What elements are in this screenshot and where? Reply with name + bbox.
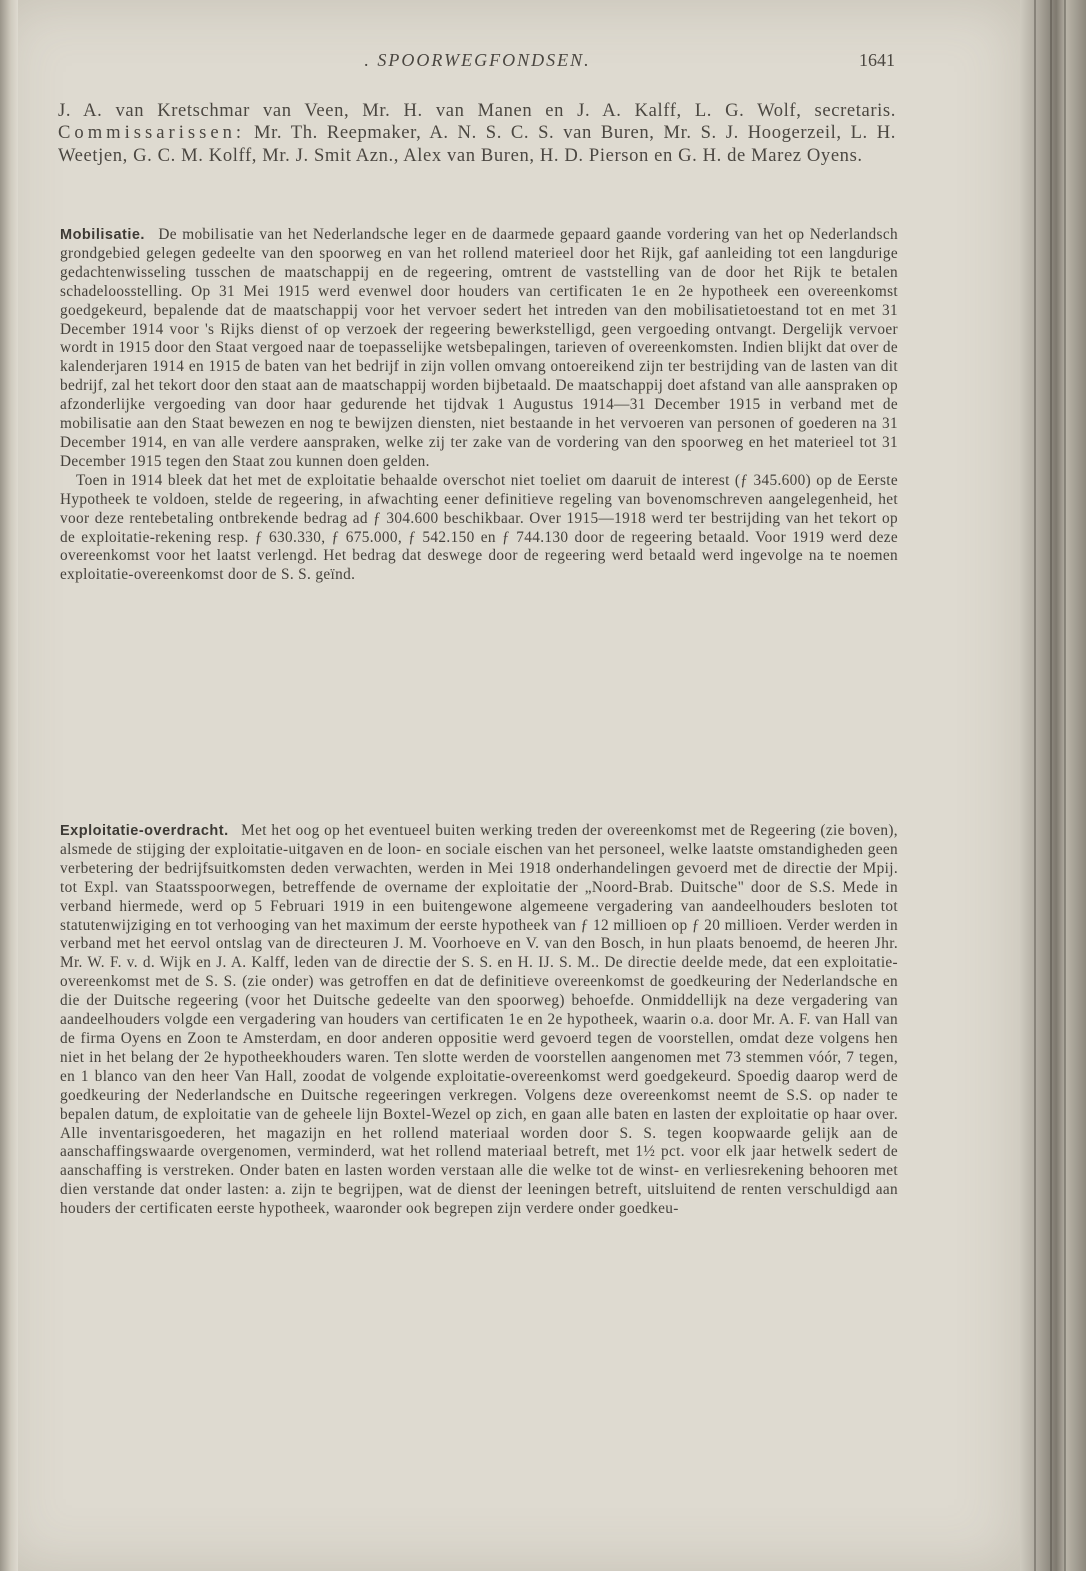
- section-heading: Mobilisatie.: [60, 227, 145, 243]
- page-number: 1641: [859, 50, 895, 70]
- paragraph-text: Toen in 1914 bleek dat het met de exploitatie behaalde overschot niet toeliet om daaruit de interest (ƒ 345.600) op de Eerste Hypotheek te voldoen, stelde de regeering, in afwachting eener definitieve regeling van bovenomschreven aangelegenheid, het voor deze rentebetaling ontbrekende bedrag ad ƒ 304.600 beschikbaar. Over 1915—1918 werd ter bestrijding van het tekort op de exploitatie-rekening resp. ƒ 630.330, ƒ 675.000, ƒ 542.150 en ƒ 744.130 door de regeering betaald. Voor 1919 werd deze overeenkomst voor het laatst verlengd. Het bedrag dat deswege door de regeering werd betaald werd ingevolge na te noemen exploitatie-overeenkomst door de S. S. geïnd.: [60, 471, 898, 584]
- commissarissen-label: Commissarissen:: [58, 122, 246, 144]
- paragraph: [60, 822, 898, 1219]
- paragraph-text: Met het oog op het eventueel buiten werking treden der overeenkomst met de Regeering (zie boven), alsmede de stijging der exploitatie-uitgaven en de loon- en sociale eischen van het personeel, welke laatste omstandigheden geen verbetering der bedrijfsuitkomsten deden verwachten, werden in Mei 1918 onderhandelingen gevoerd met de directie der Mpij. tot Expl. van Staatsspoorwegen, betreffende de overname der exploitatie der „Noord-Brab. Duitsche" door de S.S. Mede in verband hiermede, werd op 5 Februari 1919 in een buitengewone algemeene vergadering van aandeelhouders besloten tot statutenwijziging en tot verhooging van het maximum der eerste hypotheek van ƒ 12 millioen op ƒ 20 millioen. Verder werden in verband met het eervol ontslag van de directeuren J. M. Voorhoeve en V. van den Bosch, in hun plaats benoemd, de heeren Jhr. Mr. W. F. v. d. Wijk en J. A. Kalff, leden van de directie der S. S. en H. IJ. S. M.. De directie deelde mede, dat een exploitatie-overeenkomst met de S. S. (zie onder) was getroffen en dat de definitieve overeenkomst de goedkeuring der Nederlandsche en die der Duitsche regeering (voor het Duitsche gedeelte van den spoorweg) behoefde. Onmiddellijk na deze vergadering van aandeelhouders volgde een vergadering van houders van certificaten 1e en 2e hypotheek, waarin o.a. door Mr. A. F. van Hall van de firma Oyens en Zoon te Amsterdam, en door anderen oppositie werd gevoerd tegen de voorstellen, omdat deze volgens hen niet in het belang der 2e hypotheekhouders waren. Ten slotte werden de voorstellen aangenomen met 73 stemmen vóór, 7 tegen, en 1 blanco van den heer Van Hall, zoodat de volgende exploitatie-overeenkomst werd goedgekeurd. Spoedig daarop werd de goedkeuring der Nederlandsche en Duitsche regeeringen verkregen. Volgens deze overeenkomst neemt de S.S. op nader te bepalen datum, de exploitatie van de geheele lijn Boxtel-Wezel op zich, en gaan alle baten en lasten der exploitatie op haar over. Alle inventarisgoederen, het magazijn en het rollend materiaal worden door S. S. tegen koopwaarde gelijk aan de aanschaffingswaarde overgenomen, verminderd, wat het rollend materiaal betreft, met 1½ pct. voor elk jaar hetwelk sedert de aanschaffing is verstreken. Onder baten en lasten worden verstaan alle die welke tot de winst- en verliesrekening behooren met dien verstande dat onder lasten: a. zijn te begrijpen, wat de dienst der leeningen betreft, uitsluitend de renten verschuldigd aan houders der certificaten eerste hypotheek, waaronder ook begrepen zijn verdere onder goedkeu-: [60, 822, 898, 1218]
- section-exploitatie-overdracht: [60, 822, 898, 1219]
- paragraph-text: De mobilisatie van het Nederlandsche leger en de daarmede gepaard gaande vordering van het op Nederlandsch grondgebied gelegen gedeelte van den spoorweg en van het rollend materieel door het Rijk, gaf aanleiding tot een langdurige gedachtenwisseling tusschen de maatschappij en de regeering, omtrent de vaststelling van de door het Rijk te betalen schadeloosstelling. Op 31 Mei 1915 werd evenwel door houders van certificaten 1e en 2e hypotheek een overeenkomst goedgekeurd, bepalende dat de maatschappij voor het vervoer sedert het intreden van den mobilisatietoestand tot en met 31 December 1914 voor 's Rijks dienst of op verzoek der regeering bewerkstelligd, geen vergoeding ontvangt. Dergelijk vervoer wordt in 1915 door den Staat vergoed naar de toepasselijke wetsbepalingen, tarieven of overeenkomsten. Indien blijkt dat over de kalenderjaren 1914 en 1915 de baten van het bedrijf in zijn vollen omvang ontoereikend zijn ter bestrijding van de lasten van dit bedrijf, zal het tekort door den staat aan de maatschappij worden bijbetaald. De maatschappij doet afstand van alle aanspraken op afzonderlijke vergoeding van door haar gedurende het tijdvak 1 Augustus 1914—31 December 1915 in verband met de mobilisatie aan den Staat bewezen en nog te bewijzen diensten, niet bestaande in het vervoeren van personen of goederen na 31 December 1914, en van alle verdere aanspraken, welke zij ter zake van de vordering van den spoorweg en het materieel tot 31 December 1915 tegen den Staat zou kunnen doen gelden.: [60, 226, 899, 470]
- intro-text-after: Mr. Th. Reepmaker, A. N. S. C. S. van Buren, Mr. S. J. Hoogerzeil, L. H. Weetjen, G. C. M. Kolff, Mr. J. Smit Azn., Alex van Buren, H. D. Pierson en G. H. de Marez Oyens.: [58, 122, 896, 166]
- running-title: . SPOORWEGFONDSEN.: [364, 50, 591, 70]
- board-members-paragraph: [58, 100, 896, 167]
- page-edge-line: [1034, 0, 1036, 1571]
- book-binding-edge: [1020, 0, 1086, 1571]
- paragraph: [60, 226, 898, 472]
- section-mobilisatie: [60, 226, 898, 585]
- page-left-edge: [0, 0, 18, 1571]
- intro-text-before: J. A. van Kretschmar van Veen, Mr. H. van Manen en J. A. Kalff, L. G. Wolf, secretaris.: [58, 100, 896, 121]
- page-edge-line: [1050, 0, 1052, 1571]
- page-edge-line: [1064, 0, 1066, 1571]
- page-header: [60, 50, 895, 76]
- paragraph: [60, 472, 898, 585]
- section-heading: Exploitatie-overdracht.: [60, 823, 229, 839]
